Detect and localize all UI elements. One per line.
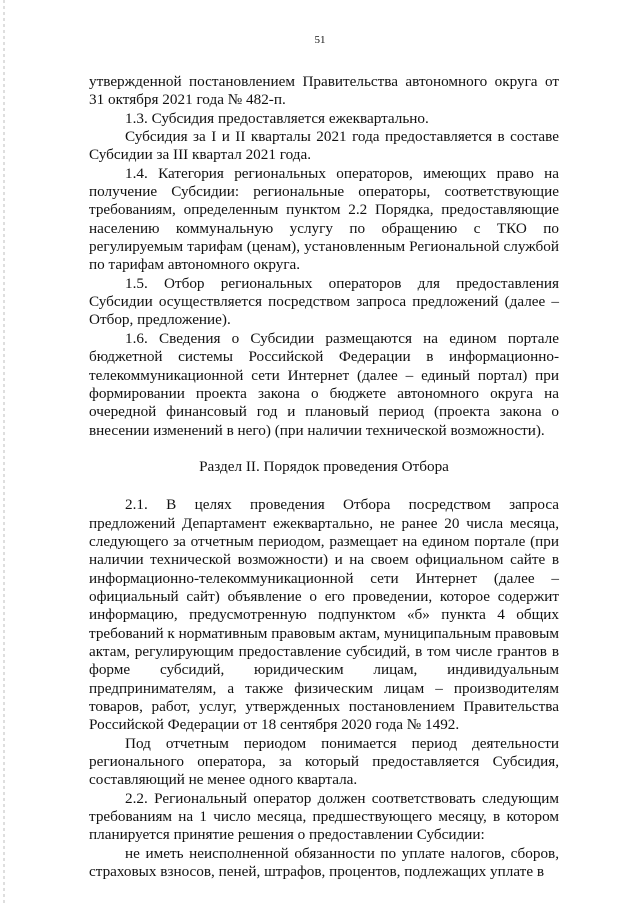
- paragraph: 1.6. Сведения о Субсидии размещаются на едином портале бюджетной системы Российской Федерации в информационно-телекоммуникационной сети Интернет (далее – единый портал) при формировании проекта закона о бюджете автономного округа на очередной финансовый год и плановый период (проекта закона о внесении изменений в него) (при наличии технической возможности).: [89, 329, 559, 439]
- scan-edge-artifact: [3, 0, 5, 905]
- paragraph: утвержденной постановлением Правительства автономного округа от 31 октября 2021 года № 482-п.: [89, 73, 559, 109]
- paragraph: 1.4. Категория региональных операторов, имеющих право на получение Субсидии: региональные операторы, соответствующие требованиям, определенным пунктом 2.2 Порядка, предоставляющие населению коммунальную услугу по обращению с ТКО по регулируемым тарифам (ценам), установленным Региональной службой по тарифам автономного округа.: [89, 164, 559, 274]
- paragraph: Под отчетным периодом понимается период деятельности регионального оператора, за который предоставляется Субсидия, составляющий не менее одного квартала.: [89, 734, 559, 789]
- document-body: [89, 73, 559, 881]
- paragraph: 2.2. Региональный оператор должен соответствовать следующим требованиям на 1 число месяца, предшествующего месяцу, в котором планируется принятие решения о предоставлении Субсидии:: [89, 789, 559, 844]
- paragraph: 2.1. В целях проведения Отбора посредством запроса предложений Департамент ежеквартально, не ранее 20 числа месяца, следующего за отчетным периодом, размещает на едином портале (при наличии технической возможности) и на своем официальном сайте в информационно-телекоммуникационной сети Интернет (далее – официальный сайт) объявление о его проведении, которое содержит информацию, предусмотренную подпунктом «б» пункта 4 общих требований к нормативным правовым актам, муниципальным правовым актам, регулирующим предоставление субсидий, в том числе грантов в форме субсидий, юридическим лицам, индивидуальным предпринимателям, а также физическим лицам – производителям товаров, работ, услуг, утвержденных постановлением Правительства Российской Федерации от 18 сентября 2020 года № 1492.: [89, 496, 559, 734]
- paragraph: Субсидия за I и II кварталы 2021 года предоставляется в составе Субсидии за III квартал 2021 года.: [89, 128, 559, 164]
- section-title: Раздел II. Порядок проведения Отбора: [199, 457, 449, 475]
- paragraph: не иметь неисполненной обязанности по уплате налогов, сборов, страховых взносов, пеней, штрафов, процентов, подлежащих уплате в: [89, 844, 559, 881]
- page-number: 51: [314, 34, 326, 46]
- paragraph: 1.3. Субсидия предоставляется ежеквартально.: [125, 109, 429, 127]
- paragraph: 1.5. Отбор региональных операторов для предоставления Субсидии осуществляется посредством запроса предложений (далее – Отбор, предложение).: [89, 274, 559, 329]
